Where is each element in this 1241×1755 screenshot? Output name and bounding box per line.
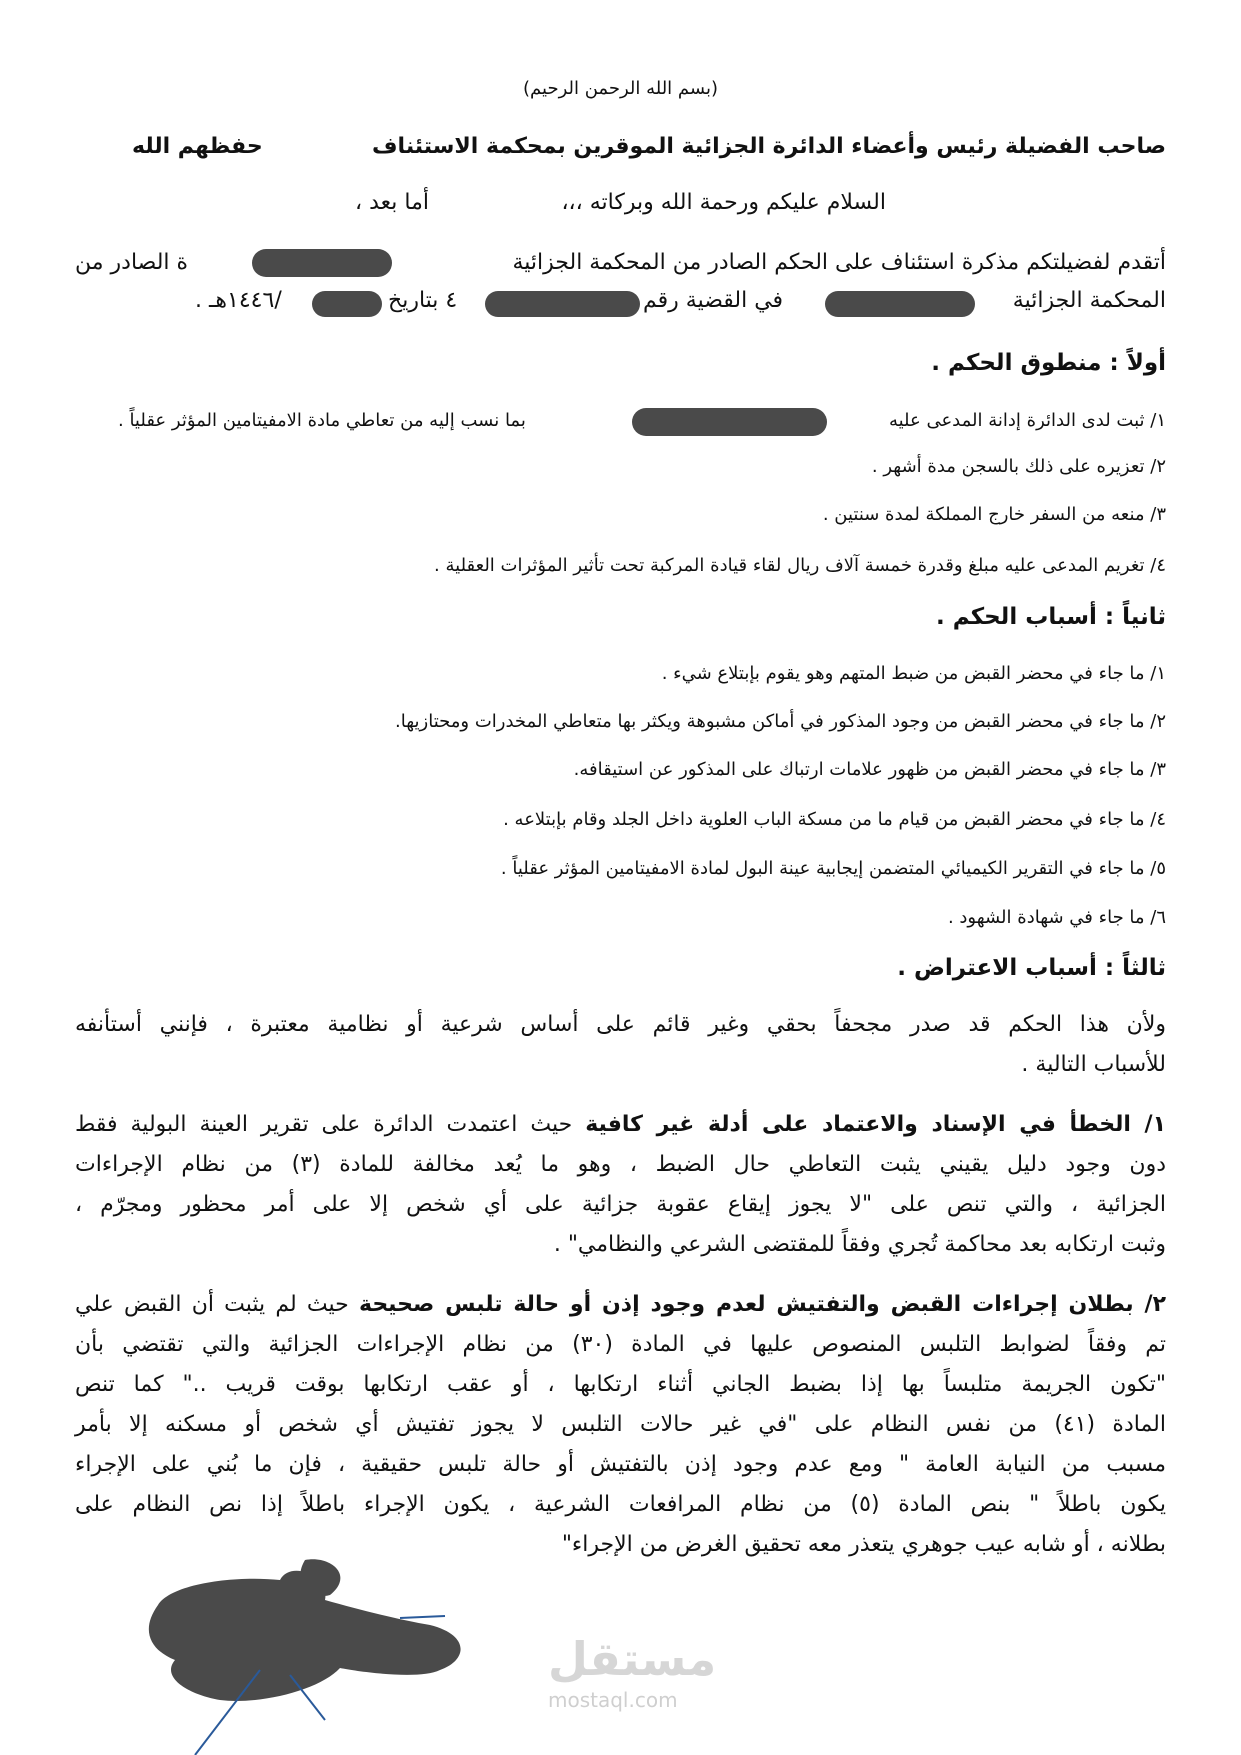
objection-2-line-1: ٢/ بطلان إجراءات القبض والتفتيش لعدم وجود إذن أو حالة تلبس صحيحة حيث لم يثبت أن القبض علي xyxy=(75,1292,1166,1317)
ruling-item-2: ٢/ تعزيره على ذلك بالسجن مدة أشهر . xyxy=(871,456,1166,477)
reason-item-4: ٤/ ما جاء في محضر القبض من قيام ما من مسكة الباب العلوية داخل الجلد وقام بإبتلاعه . xyxy=(503,809,1166,830)
objection-2-line-5: مسبب من النيابة العامة " ومع عدم وجود إذن بالتفتيش أو حالة تلبس حقيقية ، فإن ما بُني على الإجراء xyxy=(75,1452,1166,1477)
addressee-line: صاحب الفضيلة رئيس وأعضاء الدائرة الجزائية الموقرين بمحكمة الاستئناف xyxy=(372,134,1166,159)
intro-line-2-year: /١٤٤٦هـ . xyxy=(195,288,282,313)
objection-intro-line-1: ولأن هذا الحكم قد صدر مجحفاً بحقي وغير قائم على أساس شرعية أو نظامية معتبرة ، فإنني أستأنفه xyxy=(75,1012,1166,1037)
reason-item-6: ٦/ ما جاء في شهادة الشهود . xyxy=(947,907,1166,928)
reason-item-3: ٣/ ما جاء في محضر القبض من ظهور علامات ارتباك على المذكور عن استيقافه. xyxy=(573,759,1166,780)
greeting-salam: السلام عليكم ورحمة الله وبركاته ،،، xyxy=(561,190,886,215)
basmala: (بسم الله الرحمن الرحيم) xyxy=(523,78,718,99)
objection-1-line-4: وثبت ارتكابه بعد محاكمة تُجري وفقاً للمقتضى الشرعي والنظامي" . xyxy=(553,1232,1166,1257)
objection-1-heading: ١/ الخطأ في الإسناد والاعتماد على أدلة غير كافية xyxy=(585,1112,1166,1137)
objection-2-line-4: المادة (٤١) من نفس النظام على "في غير حالات التلبس لا يجوز تفتيش أي شخص أو مسكنه إلا بأمر xyxy=(75,1412,1166,1437)
reason-item-5: ٥/ ما جاء في التقرير الكيميائي المتضمن إيجابية عينة البول لمادة الامفيتامين المؤثر عقلياً . xyxy=(500,858,1166,879)
ruling-item-4: ٤/ تغريم المدعى عليه مبلغ وقدرة خمسة آلاف ريال لقاء قيادة المركبة تحت تأثير المؤثرات العقلية . xyxy=(434,555,1166,576)
watermark-arabic: مستقل xyxy=(548,1632,717,1686)
ruling-item-1-end: بما نسب إليه من تعاطي مادة الامفيتامين المؤثر عقلياً . xyxy=(118,410,526,431)
objection-2-line-3: "تكون الجريمة متلبساً بها إذا بضبط الجاني أثناء ارتكابها ، أو عقب ارتكابها بوقت قريب .." كما تنص xyxy=(75,1372,1166,1397)
objection-1-line-2: دون وجود دليل يقيني يثبت التعاطي حال الضبط ، وهو ما يُعد مخالفة للمادة (٣) من نظام الإجراءات xyxy=(75,1152,1166,1177)
objection-2-line-6: يكون باطلاً " بنص المادة (٥) من نظام المرافعات الشرعية ، يكون الإجراء باطلاً إذا نص النظام على xyxy=(75,1492,1166,1517)
intro-line-2-mid: في القضية رقم xyxy=(643,288,784,313)
objection-2-heading: ٢/ بطلان إجراءات القبض والتفتيش لعدم وجود إذن أو حالة تلبس صحيحة xyxy=(358,1292,1166,1317)
greeting-amma-baad: أما بعد ، xyxy=(355,190,429,215)
objection-2-line-2: تم وفقاً لضوابط التلبس المنصوص عليها في المادة (٣٠) من نظام الإجراءات الجزائية والتي تقتضي بأن xyxy=(75,1332,1166,1357)
addressee-blessing: حفظهم الله xyxy=(132,134,263,159)
intro-line-1-end: ة الصادر من xyxy=(75,250,189,275)
watermark-latin: mostaql.com xyxy=(548,1688,678,1712)
objection-1-line-1: ١/ الخطأ في الإسناد والاعتماد على أدلة غير كافية حيث اعتمدت الدائرة على تقرير العينة البولية فقط xyxy=(75,1112,1166,1137)
reason-item-2: ٢/ ما جاء في محضر القبض من وجود المذكور في أماكن مشبوهة ويكثر بها متعاطي المخدرات ومحتازيها. xyxy=(395,711,1166,732)
section-3-title: ثالثاً : أسباب الاعتراض . xyxy=(897,955,1166,981)
intro-line-2-start: المحكمة الجزائية xyxy=(1012,288,1166,313)
objection-2-line-7: بطلانه ، أو شابه عيب جوهري يتعذر معه تحقيق الغرض من الإجراء" xyxy=(561,1532,1166,1557)
section-1-title: أولاً : منطوق الحكم . xyxy=(931,350,1166,376)
intro-line-1: أتقدم لفضيلتكم مذكرة استئناف على الحكم الصادر من المحكمة الجزائية xyxy=(512,250,1166,275)
reason-item-1: ١/ ما جاء في محضر القبض من ضبط المتهم وهو يقوم بإبتلاع شيء . xyxy=(661,663,1166,684)
intro-line-2-date: ٤ بتاريخ xyxy=(388,288,458,313)
objection-1-line-3: الجزائية ، والتي تنص على "لا يجوز إيقاع عقوبة جزائية على أي شخص إلا على أمر محظور ومجرّم ، xyxy=(75,1192,1166,1217)
ruling-item-1-start: ١/ ثبت لدى الدائرة إدانة المدعى عليه xyxy=(888,410,1166,431)
ruling-item-3: ٣/ منعه من السفر خارج المملكة لمدة سنتين . xyxy=(822,504,1166,525)
objection-intro-line-2: للأسباب التالية . xyxy=(1021,1052,1166,1077)
section-2-title: ثانياً : أسباب الحكم . xyxy=(935,604,1166,630)
